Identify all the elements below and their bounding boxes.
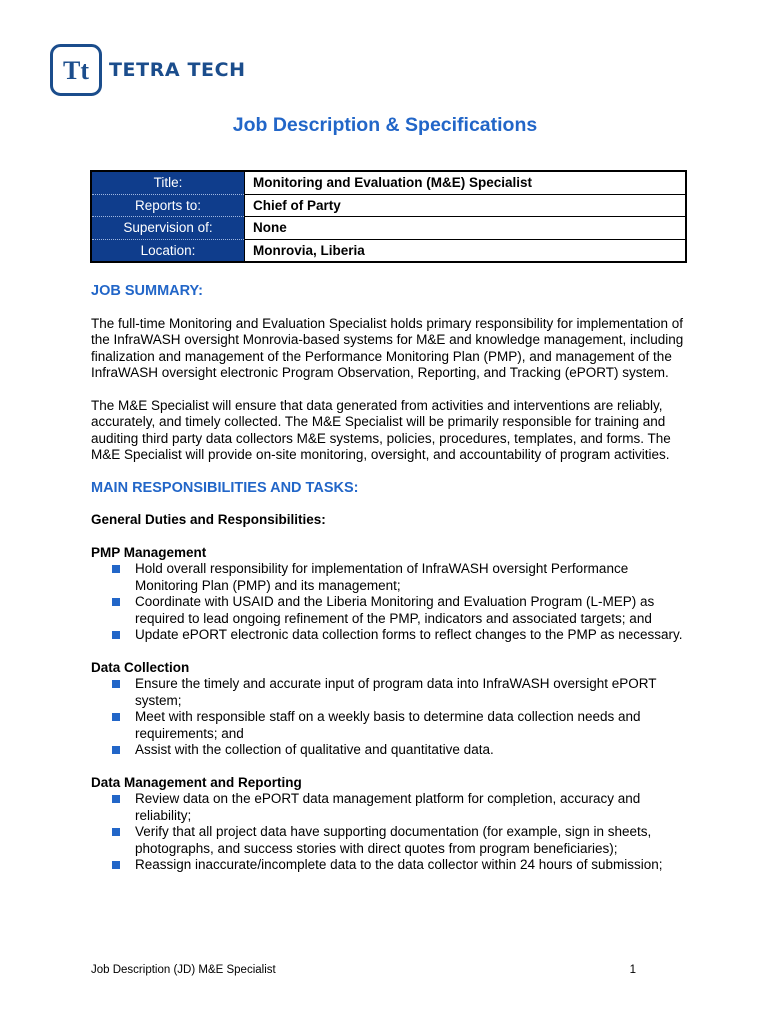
supervision-value: None — [245, 217, 687, 240]
section-title: PMP Management — [91, 544, 207, 560]
square-bullet-icon — [112, 861, 120, 869]
data-management-section — [91, 775, 691, 874]
square-bullet-icon — [112, 713, 120, 721]
list-item: Hold overall responsibility for implementation of InfraWASH oversight Performance Monitoring Plan (PMP) and its management; — [135, 561, 691, 594]
bullet-list — [91, 676, 691, 759]
square-bullet-icon — [112, 680, 120, 688]
table-row — [91, 239, 686, 262]
table-row — [91, 217, 686, 240]
supervision-label: Supervision of: — [91, 217, 245, 240]
data-collection-section — [91, 660, 691, 759]
square-bullet-icon — [112, 598, 120, 606]
reports-to-label: Reports to: — [91, 194, 245, 217]
document-body — [91, 283, 691, 890]
title-value: Monitoring and Evaluation (M&E) Specialist — [245, 171, 687, 194]
job-summary-heading: JOB SUMMARY: — [91, 283, 203, 299]
pmp-management-section — [91, 545, 691, 644]
bullet-list — [91, 791, 691, 874]
company-logo — [50, 44, 246, 96]
square-bullet-icon — [112, 828, 120, 836]
bullet-list — [91, 561, 691, 644]
list-item: Ensure the timely and accurate input of program data into InfraWASH oversight ePORT system; — [135, 676, 691, 709]
square-bullet-icon — [112, 565, 120, 573]
list-item: Coordinate with USAID and the Liberia Monitoring and Evaluation Program (L-MEP) as required to lead ongoing refinement of the PMP, indicators and associated targets; and — [135, 594, 691, 627]
square-bullet-icon — [112, 746, 120, 754]
summary-paragraph: The full-time Monitoring and Evaluation Specialist holds primary responsibility for implementation of the InfraWASH oversight Monrovia-based systems for M&E and knowledge management, including finalization and management of the Performance Monitoring Plan (PMP), and management of the InfraWASH oversight electronic Program Observation, Reporting, and Tracking (ePORT) system. — [91, 315, 684, 380]
section-title: Data Collection — [91, 659, 190, 675]
section-title: Data Management and Reporting — [91, 774, 302, 790]
location-value: Monrovia, Liberia — [245, 239, 687, 262]
list-item: Update ePORT electronic data collection forms to reflect changes to the PMP as necessary. — [135, 627, 691, 644]
reports-to-value: Chief of Party — [245, 194, 687, 217]
responsibilities-heading: MAIN RESPONSIBILITIES AND TASKS: — [91, 479, 359, 496]
page-number: 1 — [629, 964, 636, 976]
table-row — [91, 194, 686, 217]
footer-doc-name: Job Description (JD) M&E Specialist — [91, 964, 276, 976]
summary-paragraph: The M&E Specialist will ensure that data generated from activities and interventions are reliably, accurately, and timely collected. The M&E Specialist will be primarily responsible for training and auditing third party data collectors M&E systems, policies, procedures, templates, and forms. The M&E Specialist will provide on-site monitoring, oversight, and accountability of program activities. — [91, 397, 671, 462]
title-label: Title: — [91, 171, 245, 194]
table-row — [91, 171, 686, 194]
list-item: Reassign inaccurate/incomplete data to the data collector within 24 hours of submission; — [135, 857, 691, 874]
list-item: Verify that all project data have supporting documentation (for example, sign in sheets, photographs, and success stories with direct quotes from program beneficiaries); — [135, 824, 691, 857]
list-item: Meet with responsible staff on a weekly basis to determine data collection needs and requirements; and — [135, 709, 691, 742]
square-bullet-icon — [112, 795, 120, 803]
tetra-tech-logo-icon — [50, 44, 102, 96]
page-footer — [91, 964, 636, 976]
company-name: TETRA TECH — [109, 59, 246, 81]
page-title: Job Description & Specifications — [232, 114, 538, 136]
square-bullet-icon — [112, 631, 120, 639]
list-item: Review data on the ePORT data management platform for completion, accuracy and reliability; — [135, 791, 691, 824]
list-item: Assist with the collection of qualitative and quantitative data. — [135, 742, 691, 759]
location-label: Location: — [91, 239, 245, 262]
svg-text:Tt: Tt — [63, 56, 89, 85]
general-duties-subheading: General Duties and Responsibilities: — [91, 512, 326, 527]
job-info-table — [90, 170, 687, 263]
